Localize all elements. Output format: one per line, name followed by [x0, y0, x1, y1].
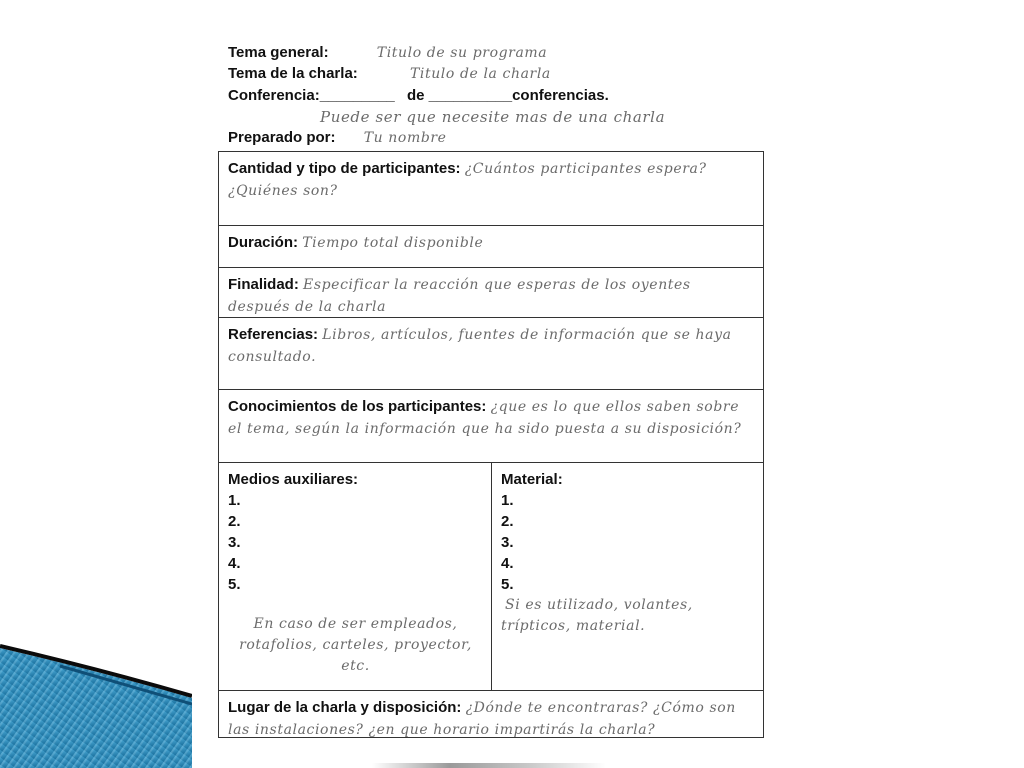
material-hint-line-1: Si es utilizado, volantes, — [505, 597, 693, 613]
medios-hint-line-2: rotafolios, carteles, proyector, etc. — [239, 637, 472, 674]
conferencia-mid: de — [406, 87, 425, 104]
conocimientos-label: Conocimientos de los participantes: — [228, 398, 487, 415]
medios-label: Medios auxiliares: — [228, 471, 359, 488]
row-duracion — [219, 226, 763, 268]
row-finalidad — [219, 268, 763, 318]
tema-general-line — [228, 44, 547, 61]
medios-cell — [219, 463, 492, 690]
tema-charla-label: Tema de la charla: — [228, 65, 358, 82]
duracion-hint: Tiempo total disponible — [302, 235, 484, 251]
planning-table — [218, 151, 764, 738]
conferencia-line — [228, 87, 609, 104]
bottom-scan-edge — [372, 763, 606, 768]
finalidad-hint: Especificar la reacción que esperas de los oyentes después de la charla — [228, 277, 691, 315]
material-item: 4. — [501, 555, 514, 572]
preparado-line — [228, 129, 447, 146]
medios-item: 1. — [228, 492, 241, 509]
preparado-label: Preparado por: — [228, 129, 336, 146]
conferencia-tail: conferencias. — [512, 87, 609, 104]
participantes-hint: ¿Cuántos participantes espera? ¿Quiénes son? — [228, 161, 707, 199]
tema-charla-line — [228, 65, 551, 82]
tema-charla-hint: Titulo de la charla — [409, 66, 551, 82]
lugar-hint: ¿Dónde te encontraras? ¿Cómo son las instalaciones? ¿en que horario impartirás la charla? — [228, 700, 736, 738]
conferencia-label: Conferencia: — [228, 87, 320, 104]
conferencia-note: Puede ser que necesite mas de una charla — [320, 108, 666, 126]
medios-item: 2. — [228, 513, 241, 530]
conferencia-blank-2: __________ — [428, 87, 513, 104]
medios-item: 5. — [228, 576, 241, 593]
participantes-label: Cantidad y tipo de participantes: — [228, 160, 461, 177]
lugar-label: Lugar de la charla y disposición: — [228, 699, 462, 716]
conocimientos-hint: ¿que es lo que ellos saben sobre el tema, según la información que ha sido puesta a su disposición? — [228, 399, 742, 437]
row-referencias — [219, 318, 763, 390]
material-item: 1. — [501, 492, 514, 509]
preparado-hint: Tu nombre — [363, 130, 447, 146]
material-item: 5. — [501, 576, 514, 593]
tema-general-label: Tema general: — [228, 44, 329, 61]
material-cell — [492, 463, 763, 690]
medios-hint-line-1: En caso de ser empleados, — [253, 616, 458, 632]
material-item: 3. — [501, 534, 514, 551]
conferencia-blank-1: _________ — [319, 87, 395, 104]
material-hint-line-2: trípticos, material. — [501, 618, 646, 634]
referencias-label: Referencias: — [228, 326, 319, 343]
material-label: Material: — [501, 471, 563, 488]
finalidad-label: Finalidad: — [228, 276, 299, 293]
row-conocimientos — [219, 390, 763, 463]
tema-general-hint: Titulo de su programa — [376, 45, 548, 61]
duracion-label: Duración: — [228, 234, 299, 251]
row-medios-material — [219, 463, 763, 691]
corner-wave-decoration — [0, 640, 192, 768]
row-participantes — [219, 152, 763, 226]
referencias-hint: Libros, artículos, fuentes de información que se haya consultado. — [228, 327, 732, 365]
material-item: 2. — [501, 513, 514, 530]
medios-item: 4. — [228, 555, 241, 572]
medios-item: 3. — [228, 534, 241, 551]
row-lugar — [219, 691, 763, 739]
